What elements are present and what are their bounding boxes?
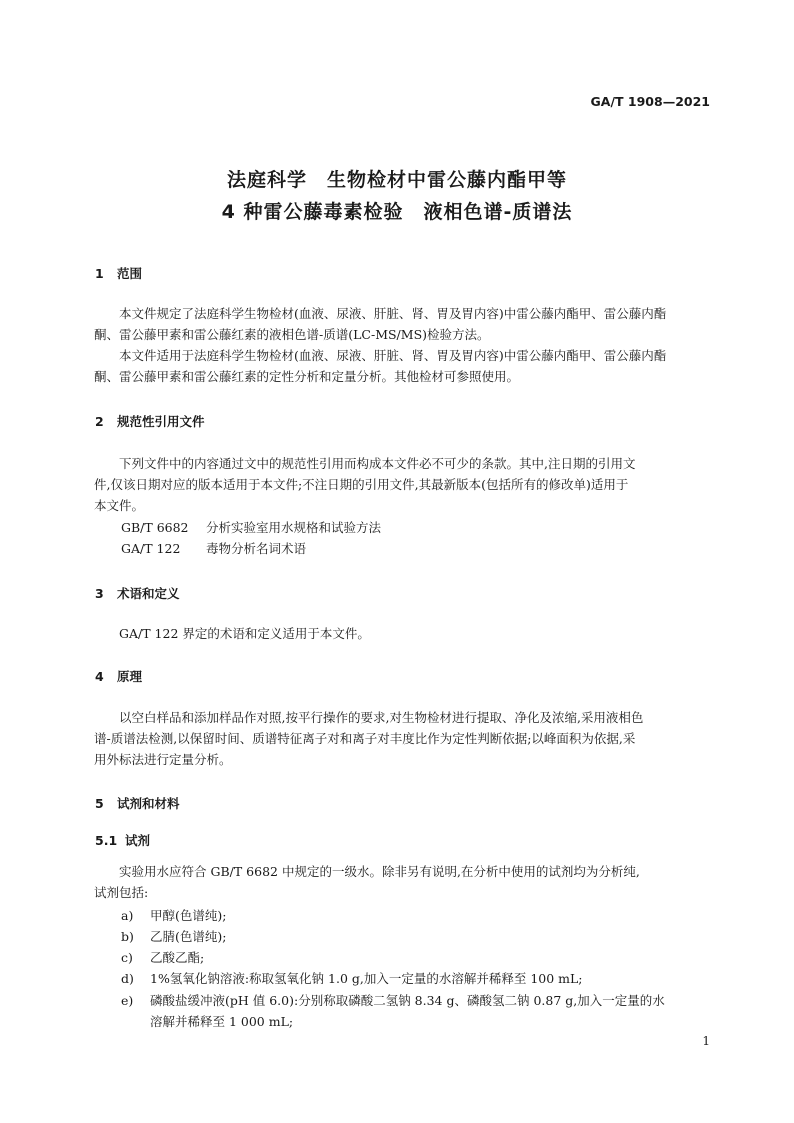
section-4-paragraph (94, 707, 710, 770)
normative-reference (121, 518, 381, 536)
section-title: 原理 (117, 669, 143, 684)
section-5-heading (95, 794, 180, 812)
list-marker: d) (121, 971, 134, 986)
reference-title: 毒物分析名词术语 (206, 541, 307, 556)
section-5-1-paragraph (94, 861, 710, 903)
document-title-line-1: 法庭科学 生物检材中雷公藤内酯甲等 (226, 169, 567, 191)
section-number: 4 (95, 669, 104, 684)
text-line: 谱-质谱法检测,以保留时间、质谱特征离子对和离子对丰度比作为定性判断依据;以峰面积为依据,采 (94, 731, 636, 746)
list-item (121, 968, 583, 989)
section-1-paragraph-2 (94, 345, 710, 387)
section-number: 5 (95, 796, 104, 811)
list-text: 磷酸盐缓冲液(pH 值 6.0):分别称取磷酸二氢钠 8.34 g、磷酸氢二钠 0.87 g,加入一定量的水 (150, 993, 665, 1008)
subsection-5-1-heading (95, 831, 150, 849)
list-item (121, 926, 226, 947)
text-line: 本文件适用于法庭科学生物检材(血液、尿液、肝脏、肾、胃及胃内容)中雷公藤内酯甲、雷公藤内酯 (119, 348, 667, 363)
section-2-paragraph (94, 453, 710, 516)
text-line: GA/T 122 界定的术语和定义适用于本文件。 (119, 626, 370, 641)
list-text: 乙腈(色谱纯); (150, 929, 227, 944)
list-text: 1%氢氧化钠溶液:称取氢氧化钠 1.0 g,加入一定量的水溶解并稀释至 100 mL; (150, 971, 583, 986)
text-line: 用外标法进行定量分析。 (94, 752, 232, 767)
text-line: 下列文件中的内容通过文中的规范性引用而构成本文件必不可少的条款。其中,注日期的引用文 (119, 456, 636, 471)
text-line: 试剂包括: (94, 885, 149, 900)
text-line: 本文件规定了法庭科学生物检材(血液、尿液、肝脏、肾、胃及胃内容)中雷公藤内酯甲、雷公藤内酯 (119, 306, 667, 321)
section-title: 范围 (117, 266, 143, 281)
document-title-line-2: 4 种雷公藤毒素检验 液相色谱-质谱法 (221, 201, 573, 223)
text-line: 本文件。 (94, 498, 145, 513)
section-number: 2 (95, 414, 104, 429)
reference-code: GB/T 6682 (121, 520, 189, 535)
list-marker: e) (121, 993, 134, 1008)
section-title: 试剂和材料 (117, 796, 180, 811)
section-1-paragraph-1 (94, 303, 710, 345)
text-line: 以空白样品和添加样品作对照,按平行操作的要求,对生物检材进行提取、净化及浓缩,采用液相色 (119, 710, 644, 725)
section-number: 3 (95, 586, 104, 601)
list-text: 乙酸乙酯; (150, 950, 205, 965)
text-line: 酮、雷公藤甲素和雷公藤红素的定性分析和定量分析。其他检材可参照使用。 (94, 369, 520, 384)
section-3-paragraph (94, 623, 710, 644)
section-number: 1 (95, 266, 104, 281)
list-item (121, 905, 226, 926)
section-title: 试剂 (125, 833, 151, 848)
section-title: 术语和定义 (117, 586, 180, 601)
text-line: 件,仅该日期对应的版本适用于本文件;不注日期的引用文件,其最新版本(包括所有的修改单)适用于 (94, 477, 629, 492)
list-item (121, 947, 204, 968)
section-2-heading (95, 412, 205, 430)
text-line: 酮、雷公藤甲素和雷公藤红素的液相色谱-质谱(LC-MS/MS)检验方法。 (94, 327, 490, 342)
section-1-heading (95, 264, 142, 282)
section-number: 5.1 (95, 833, 118, 848)
list-marker: b) (121, 929, 134, 944)
normative-reference (121, 539, 306, 557)
reference-title: 分析实验室用水规格和试验方法 (206, 520, 382, 535)
list-text-continuation: 溶解并稀释至 1 000 mL; (150, 1014, 294, 1029)
section-3-heading (95, 584, 180, 602)
reference-code: GA/T 122 (121, 541, 181, 556)
list-text: 甲醇(色谱纯); (150, 908, 227, 923)
page-number: 1 (702, 1034, 710, 1048)
section-4-heading (95, 667, 142, 685)
list-marker: a) (121, 908, 134, 923)
section-title: 规范性引用文件 (117, 414, 205, 429)
text-line: 实验用水应符合 GB/T 6682 中规定的一级水。除非另有说明,在分析中使用的试剂均为分析纯, (119, 864, 640, 879)
list-item (121, 990, 665, 1032)
standard-number: GA/T 1908—2021 (590, 94, 710, 109)
list-marker: c) (121, 950, 133, 965)
